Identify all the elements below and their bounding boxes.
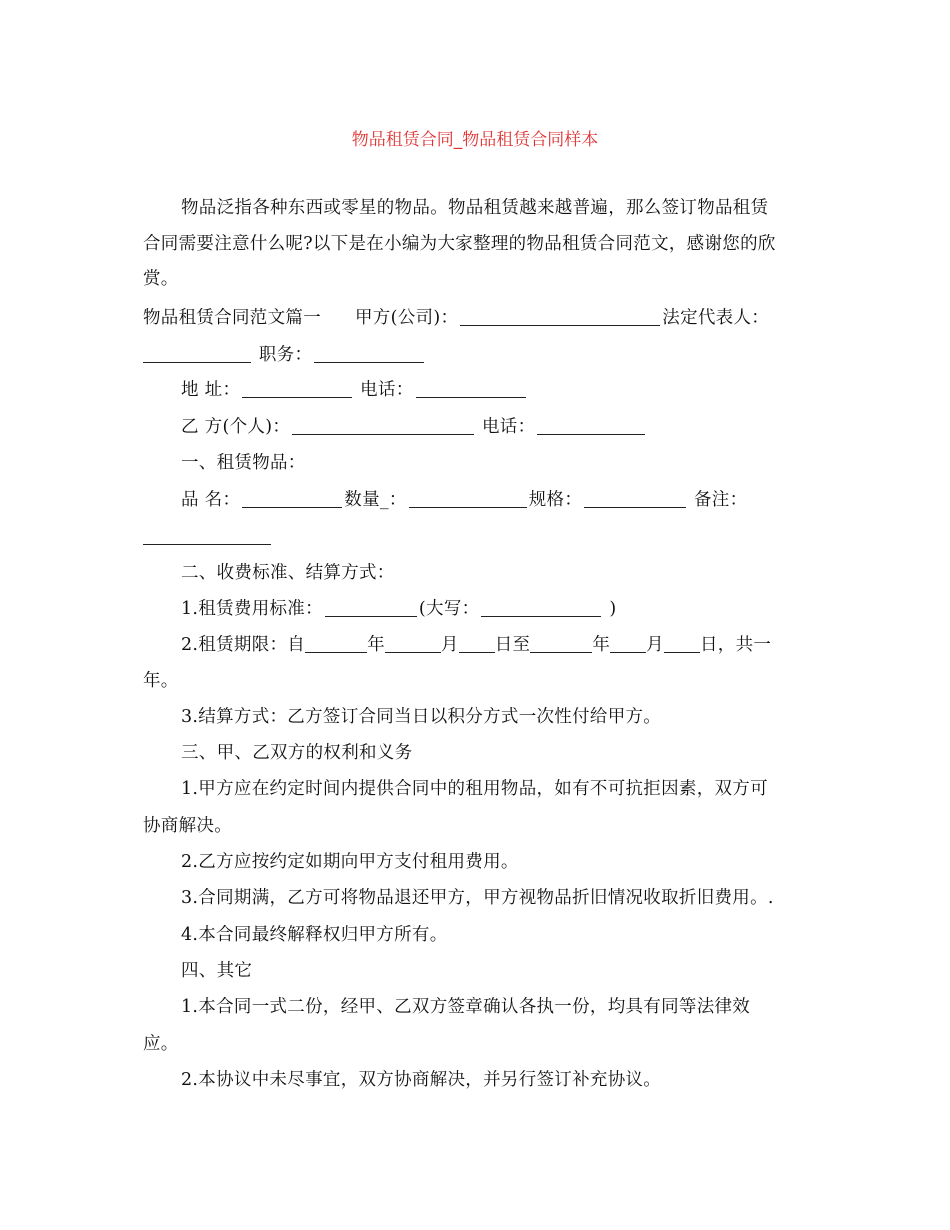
daxie-open: (大写： [418,599,480,619]
party-a-label: 甲方(公司)： [355,308,459,328]
address-blank [242,379,352,398]
other-2: 2.本协议中未尽事宜，双方协商解决，并另行签订补充协议。 [181,1070,662,1090]
intro-line-2: 合同需要注意什么呢?以下是在小编为大家整理的物品租赁合同范文，感谢您的欣 [143,234,776,254]
start-day-blank [459,634,495,653]
end-day-blank [664,634,700,653]
fee-label: 1.租赁费用标准： [181,599,323,619]
party-b-label: 乙 方(个人)： [181,417,291,437]
position-blank [314,344,424,363]
position-line [143,343,426,367]
heading-3: 三、甲、乙双方的权利和义务 [181,743,413,763]
address-label: 地 址： [181,380,241,400]
heading-1: 一、租赁物品： [181,453,306,473]
item-name-label: 品 名： [181,490,241,510]
phone-b-blank [537,416,645,435]
item-name-blank [242,489,342,508]
quantity-blank [409,489,527,508]
spec-blank [584,489,686,508]
settlement-line: 3.结算方式：乙方签订合同当日以积分方式一次性付给甲方。 [181,707,662,727]
legal-rep-blank [143,344,251,363]
term-year-1: 年 [367,635,385,655]
phone-label-b: 电话： [482,417,536,437]
fee-line [181,597,616,621]
start-year-blank [305,634,367,653]
remark-label: 备注： [694,490,748,510]
term-day-to: 日至 [494,635,531,655]
remark-blank-line [143,525,273,549]
spec-label: 规格： [528,490,583,510]
end-month-blank [610,634,646,653]
phone-label-a: 电话： [360,380,414,400]
section-title: 物品租赁合同范文篇一 [143,308,321,328]
other-1-line-1: 1.本合同一式二份，经甲、乙双方签章确认各执一份，均具有同等法律效 [181,997,751,1017]
intro-line-1: 物品泛指各种东西或零星的物品。物品租赁越来越普遍，那么签订物品租赁 [181,198,769,218]
party-b-line [181,415,647,439]
item-line [181,488,747,512]
address-line [181,378,528,402]
party-a-line [143,306,769,330]
fee-blank [325,598,417,617]
party-b-blank [292,416,474,435]
document-title: 物品租赁合同_物品租赁合同样本 [351,130,599,150]
right-3: 3.合同期满，乙方可将物品退还甲方，甲方视物品折旧情况收取折旧费用。. [181,888,774,908]
remark-blank [143,526,271,545]
term-line [181,633,771,657]
position-label: 职务： [258,345,313,365]
intro-line-3: 赏。 [143,269,179,289]
term-end: 年。 [143,671,179,691]
daxie-close: ) [609,599,617,619]
other-1-line-2: 应。 [143,1034,179,1054]
daxie-blank [481,598,601,617]
heading-4: 四、其它 [181,961,253,981]
right-1-line-1: 1.甲方应在约定时间内提供合同中的租用物品，如有不可抗拒因素，双方可 [181,779,768,799]
quantity-label: 数量_： [344,490,407,510]
end-year-blank [530,634,592,653]
term-start: 2.租赁期限：自 [181,635,306,655]
start-month-blank [385,634,441,653]
party-a-blank [460,307,660,326]
term-month-1: 月 [440,635,459,655]
right-2: 2.乙方应按约定如期向甲方支付租用费用。 [181,852,519,872]
term-day-total: 日，共一 [699,635,772,655]
legal-rep-label: 法定代表人： [662,308,770,328]
term-year-2: 年 [592,635,611,655]
phone-a-blank [416,379,526,398]
term-month-2: 月 [646,635,664,655]
right-1-line-2: 协商解决。 [143,816,232,836]
heading-2: 二、收费标准、结算方式： [181,563,395,583]
right-4: 4.本合同最终解释权归甲方所有。 [181,925,448,945]
